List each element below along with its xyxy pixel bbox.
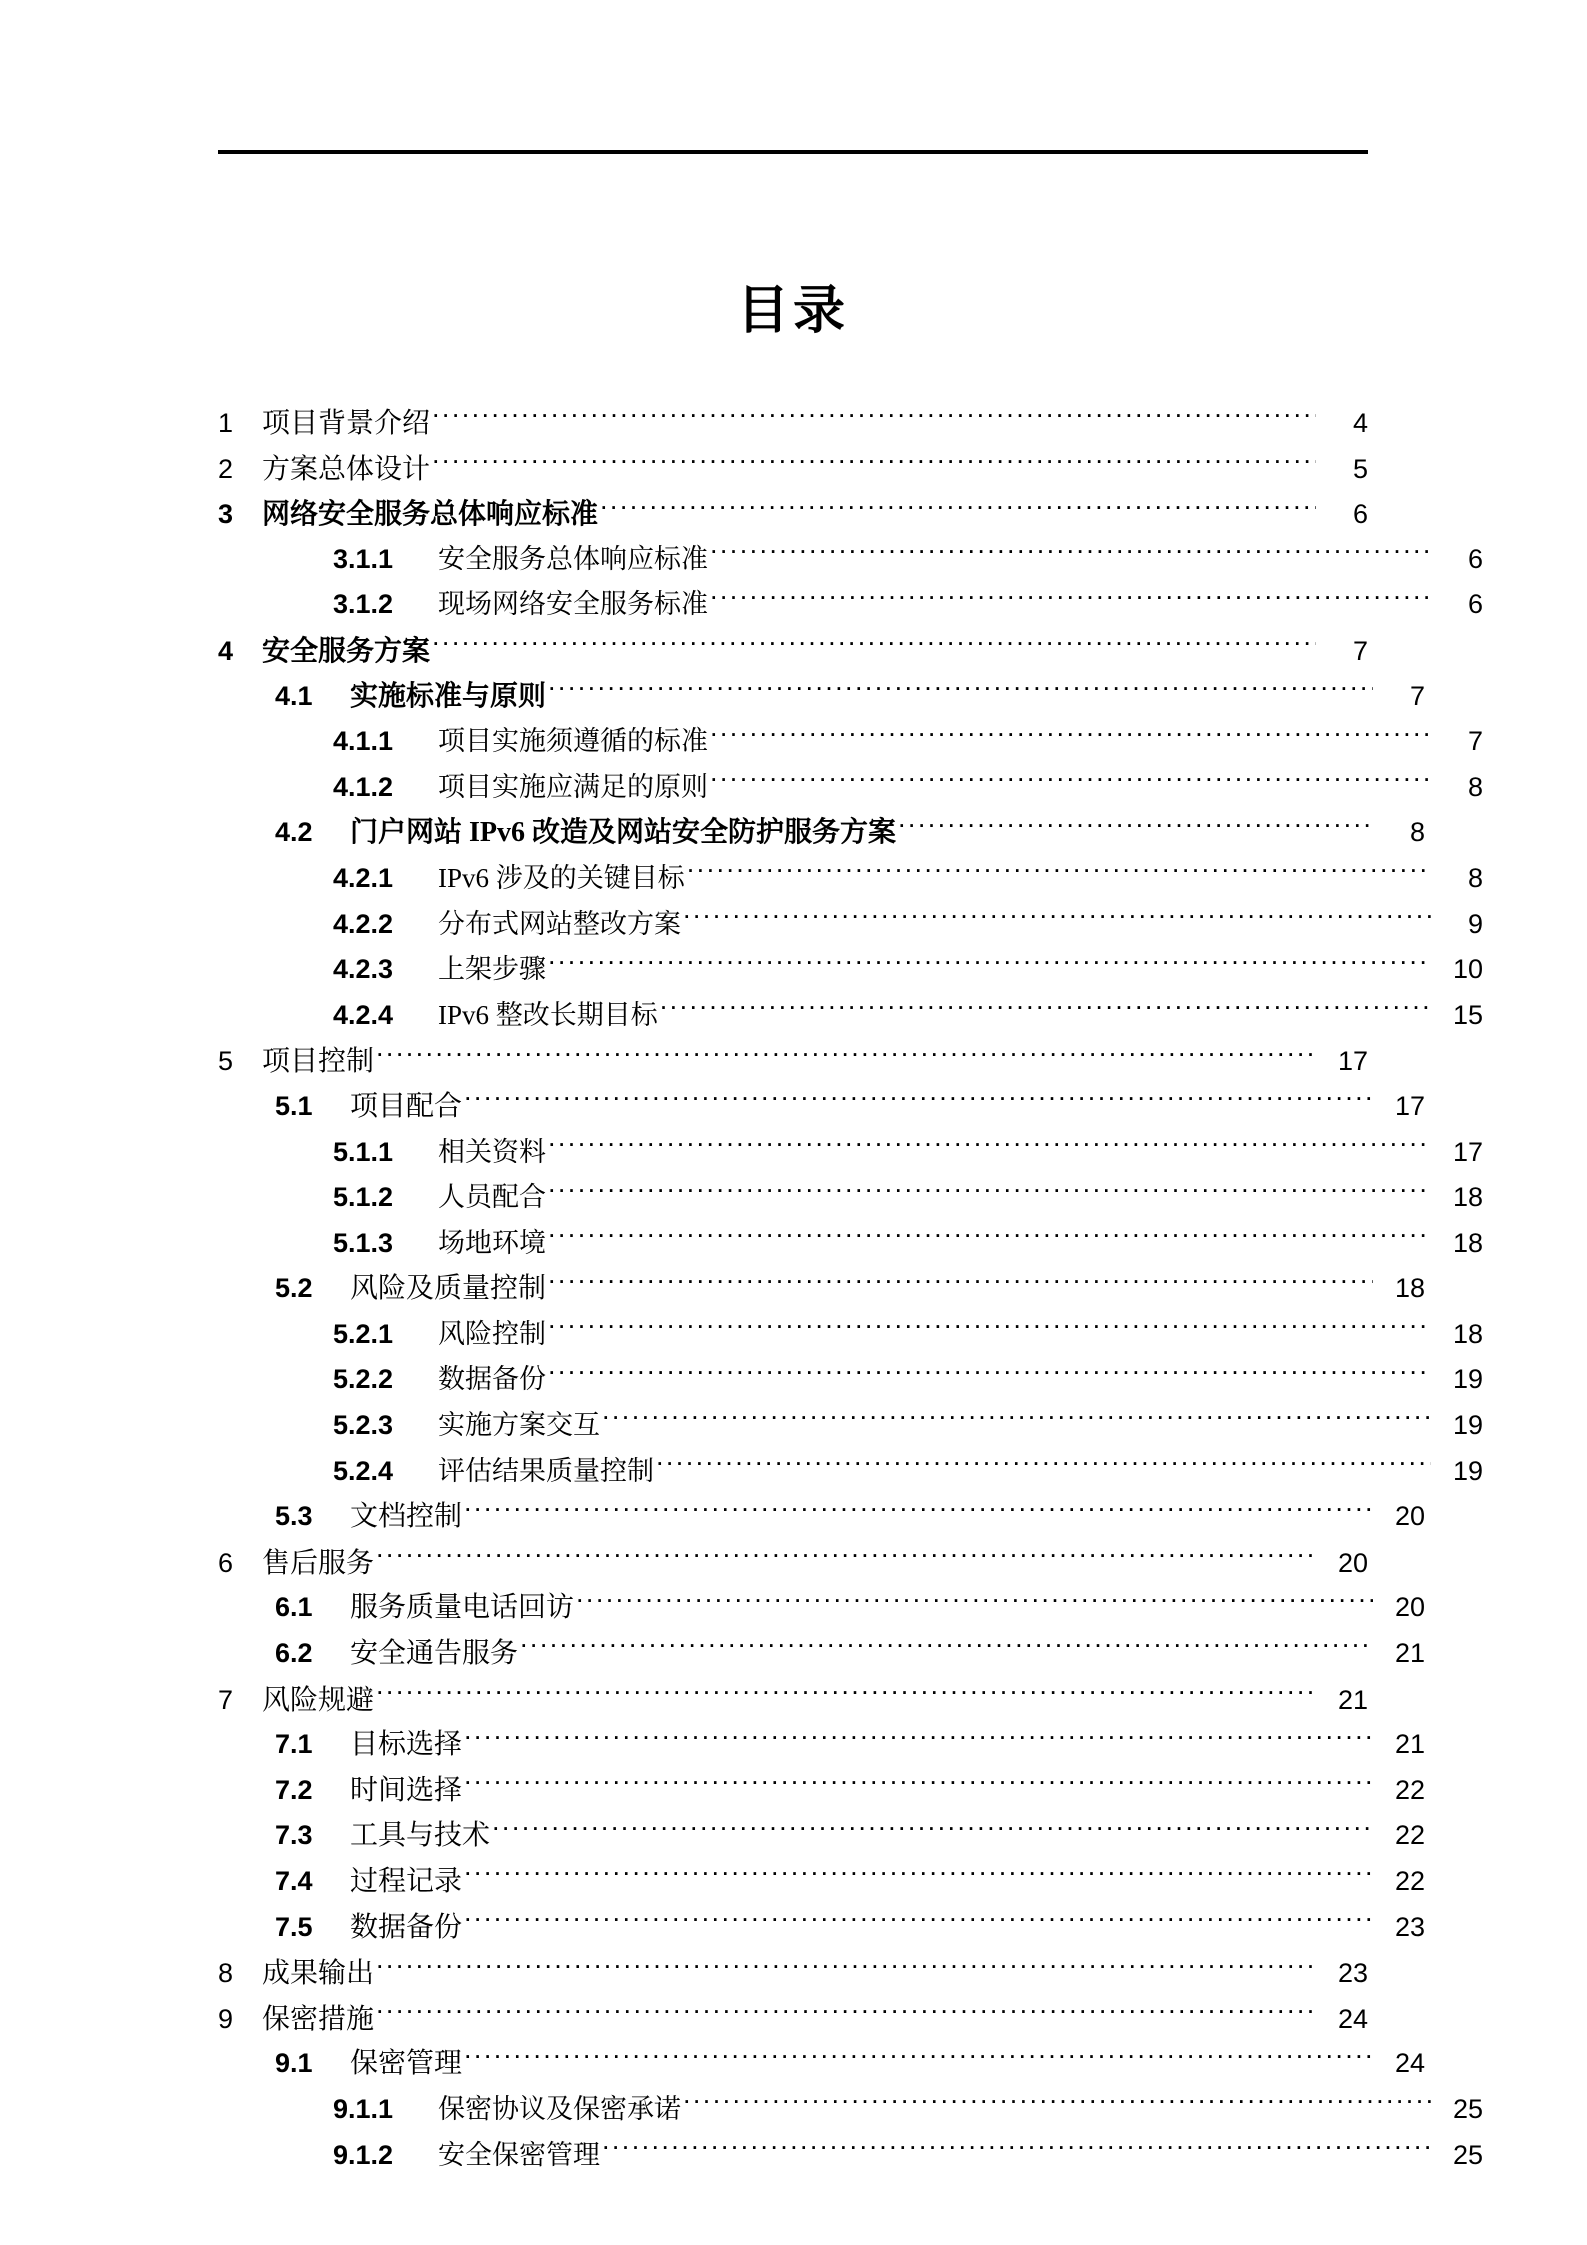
toc-entry[interactable] xyxy=(218,628,1368,674)
toc-entry-number: 5.2.3 xyxy=(333,1410,394,1441)
toc-dot-leader xyxy=(548,1134,1431,1161)
toc-entry-number: 7.3 xyxy=(275,1820,313,1851)
toc-entry[interactable] xyxy=(218,2041,1425,2087)
toc-entry-number: 1 xyxy=(218,408,234,438)
toc-entry[interactable] xyxy=(218,993,1483,1039)
toc-entry[interactable] xyxy=(218,400,1368,446)
toc-dot-leader xyxy=(710,541,1431,568)
toc-entry[interactable] xyxy=(218,491,1368,537)
toc-entry-page-number: 19 xyxy=(1452,1410,1483,1441)
toc-entry-page-number: 23 xyxy=(1394,1911,1425,1942)
toc-dot-leader xyxy=(548,678,1373,705)
toc-entry-page-number: 22 xyxy=(1394,1774,1425,1805)
toc-entry-page-number: 7 xyxy=(1352,635,1368,666)
toc-dot-leader xyxy=(683,2091,1431,2118)
toc-entry[interactable] xyxy=(218,1403,1483,1449)
toc-entry[interactable] xyxy=(218,856,1483,902)
toc-dot-leader xyxy=(520,1635,1373,1662)
toc-entry-label: 安全保密管理 xyxy=(438,2139,600,2170)
toc-entry-label: 评估结果质量控制 xyxy=(438,1455,654,1486)
toc-dot-leader xyxy=(464,1088,1373,1115)
toc-entry-number: 8 xyxy=(218,1958,234,1989)
toc-entry-number: 6.2 xyxy=(275,1638,313,1669)
toc-entry[interactable] xyxy=(218,446,1368,492)
toc-entry[interactable] xyxy=(218,1175,1483,1221)
toc-entry[interactable] xyxy=(218,2133,1483,2179)
toc-entry-page-number: 20 xyxy=(1394,1592,1425,1623)
toc-dot-leader xyxy=(710,586,1431,613)
toc-entry-page-number: 4 xyxy=(1352,408,1368,438)
toc-entry-page-number: 18 xyxy=(1452,1318,1483,1349)
toc-entry-page-number: 18 xyxy=(1394,1273,1425,1304)
toc-entry-number: 5.1.3 xyxy=(333,1227,394,1258)
toc-entry-label: 上架步骤 xyxy=(438,954,546,985)
toc-entry-page-number: 19 xyxy=(1452,1455,1483,1486)
toc-entry-label: 门户网站 IPv6 改造及网站安全防护服务方案 xyxy=(350,817,897,849)
toc-entry[interactable] xyxy=(218,1221,1483,1267)
toc-dot-leader xyxy=(898,814,1373,841)
toc-entry-number: 3.1.2 xyxy=(333,589,394,620)
toc-dot-leader xyxy=(464,1726,1373,1753)
toc-dot-leader xyxy=(576,1589,1373,1616)
toc-entry[interactable] xyxy=(218,1722,1425,1768)
toc-entry[interactable] xyxy=(218,1266,1425,1312)
toc-dot-leader xyxy=(376,1043,1316,1070)
toc-entry-page-number: 22 xyxy=(1394,1820,1425,1851)
toc-dot-leader xyxy=(548,951,1431,978)
toc-dot-leader xyxy=(464,1498,1373,1525)
toc-dot-leader xyxy=(710,723,1431,750)
toc-entry[interactable] xyxy=(218,1130,1483,1176)
toc-dot-leader xyxy=(602,2137,1431,2164)
toc-dot-leader xyxy=(656,1453,1431,1480)
toc-entry-label: 项目实施应满足的原则 xyxy=(438,771,708,802)
toc-entry-number: 7.5 xyxy=(275,1911,313,1942)
toc-entry-label: 保密管理 xyxy=(350,2048,463,2080)
toc-entry[interactable] xyxy=(218,1950,1368,1996)
toc-entry-label: 分布式网站整改方案 xyxy=(438,908,681,939)
toc-entry-label: 风险及质量控制 xyxy=(350,1273,547,1305)
toc-entry-number: 7.2 xyxy=(275,1774,313,1805)
toc-entry-page-number: 6 xyxy=(1467,589,1483,620)
toc-entry[interactable] xyxy=(218,719,1483,765)
toc-entry-label: 网络安全服务总体响应标准 xyxy=(262,497,599,531)
toc-entry-number: 3 xyxy=(218,499,234,530)
toc-dot-leader xyxy=(376,1955,1316,1982)
toc-entry-label: 服务质量电话回访 xyxy=(350,1592,575,1624)
toc-entry-number: 9 xyxy=(218,2003,234,2034)
toc-entry-number: 5.1.1 xyxy=(333,1136,394,1167)
toc-entry-number: 7 xyxy=(218,1684,234,1715)
toc-entry-number: 5.3 xyxy=(275,1501,313,1532)
toc-entry-page-number: 20 xyxy=(1337,1547,1368,1578)
toc-dot-leader xyxy=(683,906,1431,933)
toc-entry-page-number: 7 xyxy=(1409,680,1425,711)
header-rule-divider xyxy=(218,150,1368,154)
toc-entry-page-number: 17 xyxy=(1394,1090,1425,1121)
toc-dot-leader xyxy=(464,2045,1373,2072)
toc-entry-page-number: 24 xyxy=(1394,2048,1425,2079)
toc-entry-label: 安全通告服务 xyxy=(350,1638,519,1670)
toc-entry[interactable] xyxy=(218,1905,1425,1951)
toc-entry-number: 5.1.2 xyxy=(333,1182,394,1213)
toc-entry-number: 3.1.1 xyxy=(333,543,394,574)
toc-entry[interactable] xyxy=(218,810,1425,856)
toc-entry[interactable] xyxy=(218,537,1483,583)
toc-entry-page-number: 8 xyxy=(1409,817,1425,848)
toc-entry-number: 5.2.2 xyxy=(333,1364,394,1395)
toc-entry-number: 4.1 xyxy=(275,680,313,711)
toc-entry-number: 9.1.1 xyxy=(333,2093,394,2124)
toc-entry-label: 目标选择 xyxy=(350,1729,463,1761)
toc-entry-label: IPv6 整改长期目标 xyxy=(438,999,658,1030)
toc-entry-number: 4.1.1 xyxy=(333,726,394,757)
toc-dot-leader xyxy=(376,2001,1316,2028)
toc-entry-page-number: 8 xyxy=(1467,771,1483,802)
toc-entry-label: 项目配合 xyxy=(350,1090,463,1122)
toc-entry-page-number: 10 xyxy=(1452,954,1483,985)
toc-dot-leader xyxy=(376,1545,1316,1572)
toc-entry-page-number: 21 xyxy=(1394,1638,1425,1669)
toc-entry-label: 安全服务总体响应标准 xyxy=(438,543,708,574)
toc-entry[interactable] xyxy=(218,765,1483,811)
toc-entry-number: 5.2 xyxy=(275,1273,313,1304)
toc-dot-leader xyxy=(432,405,1316,432)
toc-entry-label: 项目实施须遵循的标准 xyxy=(438,726,708,757)
toc-entry-page-number: 19 xyxy=(1452,1364,1483,1395)
page-title: 目录 xyxy=(736,281,849,341)
toc-entry-page-number: 8 xyxy=(1467,862,1483,893)
toc-entry-label: 保密协议及保密承诺 xyxy=(438,2093,681,2124)
toc-entry[interactable] xyxy=(218,674,1425,720)
toc-dot-leader xyxy=(600,496,1316,523)
toc-entry-label: 安全服务方案 xyxy=(262,633,431,667)
toc-entry-label: IPv6 涉及的关键目标 xyxy=(438,862,685,893)
toc-entry-page-number: 21 xyxy=(1337,1684,1368,1715)
toc-entry-label: 项目控制 xyxy=(262,1044,375,1078)
toc-entry-page-number: 9 xyxy=(1467,908,1483,939)
toc-entry-label: 实施标准与原则 xyxy=(350,680,547,712)
toc-entry-page-number: 6 xyxy=(1467,543,1483,574)
toc-entry-number: 5.2.1 xyxy=(333,1318,394,1349)
toc-entry-number: 4.2.3 xyxy=(333,954,394,985)
toc-entry-number: 5.1 xyxy=(275,1090,313,1121)
toc-entry-number: 2 xyxy=(218,453,234,484)
toc-entry[interactable] xyxy=(218,1996,1368,2042)
toc-dot-leader xyxy=(464,1772,1373,1799)
toc-entry-page-number: 18 xyxy=(1452,1182,1483,1213)
toc-entry-number: 6.1 xyxy=(275,1592,313,1623)
toc-dot-leader xyxy=(548,1316,1431,1343)
toc-entry-label: 场地环境 xyxy=(438,1227,546,1258)
toc-entry-number: 4 xyxy=(218,635,234,666)
toc-entry-label: 数据备份 xyxy=(350,1911,463,1943)
toc-entry-page-number: 25 xyxy=(1452,2093,1483,2124)
toc-entry[interactable] xyxy=(218,1768,1425,1814)
toc-entry-page-number: 17 xyxy=(1452,1136,1483,1167)
toc-entry-number: 4.2 xyxy=(275,817,313,848)
toc-entry-number: 9.1.2 xyxy=(333,2139,394,2170)
toc-entry[interactable] xyxy=(218,1449,1483,1495)
toc-dot-leader xyxy=(548,1179,1431,1206)
toc-entry-label: 风险控制 xyxy=(438,1318,546,1349)
toc-entry-number: 4.2.1 xyxy=(333,862,394,893)
toc-entry-page-number: 22 xyxy=(1394,1866,1425,1896)
toc-entry[interactable] xyxy=(218,1631,1425,1677)
toc-entry-number: 7.4 xyxy=(275,1866,313,1896)
toc-dot-leader xyxy=(492,1817,1373,1844)
toc-entry[interactable] xyxy=(218,1312,1483,1358)
toc-entry-number: 9.1 xyxy=(275,2048,313,2079)
toc-entry[interactable] xyxy=(218,1084,1425,1130)
toc-entry-number: 4.2.2 xyxy=(333,908,394,939)
toc-entry[interactable] xyxy=(218,1813,1425,1859)
toc-dot-leader xyxy=(602,1407,1431,1434)
toc-dot-leader xyxy=(432,633,1316,660)
toc-entry-number: 6 xyxy=(218,1547,234,1578)
toc-entry-label: 项目背景介绍 xyxy=(262,406,431,439)
toc-dot-leader xyxy=(464,1863,1373,1890)
toc-entry[interactable] xyxy=(218,1585,1425,1631)
toc-entry[interactable] xyxy=(218,1494,1425,1540)
toc-entry-label: 成果输出 xyxy=(262,1956,375,1990)
page-header xyxy=(218,150,1368,170)
toc-entry[interactable] xyxy=(218,1677,1368,1723)
toc-entry-label: 方案总体设计 xyxy=(262,451,431,485)
toc-entry-page-number: 5 xyxy=(1352,453,1368,484)
toc-entry-page-number: 23 xyxy=(1337,1958,1368,1989)
toc-entry-label: 人员配合 xyxy=(438,1182,546,1213)
toc-entry-number: 4.2.4 xyxy=(333,999,394,1030)
toc-entry[interactable] xyxy=(218,1357,1483,1403)
toc-entry[interactable] xyxy=(218,1540,1368,1586)
toc-entry-label: 文档控制 xyxy=(350,1501,463,1533)
toc-entry-page-number: 17 xyxy=(1337,1046,1368,1077)
toc-entry-label: 工具与技术 xyxy=(350,1820,491,1852)
toc-entry-label: 相关资料 xyxy=(438,1136,546,1167)
toc-entry[interactable] xyxy=(218,2087,1483,2133)
toc-entry-page-number: 21 xyxy=(1394,1729,1425,1760)
toc-dot-leader xyxy=(432,451,1316,478)
toc-entry-page-number: 24 xyxy=(1337,2003,1368,2034)
toc-entry-label: 售后服务 xyxy=(262,1545,375,1579)
toc-dot-leader xyxy=(687,860,1431,887)
toc-entry-page-number: 7 xyxy=(1467,726,1483,757)
toc-entry-page-number: 6 xyxy=(1352,499,1368,530)
toc-entry-label: 时间选择 xyxy=(350,1774,463,1806)
toc-entry-page-number: 18 xyxy=(1452,1227,1483,1258)
toc-entry-number: 5.2.4 xyxy=(333,1455,394,1486)
toc-entry-page-number: 20 xyxy=(1394,1501,1425,1532)
toc-entry-label: 保密措施 xyxy=(262,2001,375,2035)
toc-dot-leader xyxy=(660,997,1431,1024)
toc-dot-leader xyxy=(710,769,1431,796)
toc-entry-page-number: 25 xyxy=(1452,2139,1483,2170)
toc-entry-number: 4.1.2 xyxy=(333,771,394,802)
toc-dot-leader xyxy=(548,1225,1431,1252)
toc-dot-leader xyxy=(548,1361,1431,1388)
toc-entry[interactable] xyxy=(218,1859,1425,1905)
toc-entry-label: 数据备份 xyxy=(438,1364,546,1395)
toc-entry-label: 过程记录 xyxy=(350,1866,463,1897)
toc-entry-page-number: 15 xyxy=(1452,999,1483,1030)
toc-entry-number: 7.1 xyxy=(275,1729,313,1760)
toc-dot-leader xyxy=(548,1270,1373,1297)
table-of-contents xyxy=(218,400,1483,2178)
toc-entry[interactable] xyxy=(218,1038,1368,1084)
toc-entry-label: 风险规避 xyxy=(262,1682,375,1716)
toc-entry[interactable] xyxy=(218,582,1483,628)
toc-entry-label: 实施方案交互 xyxy=(438,1410,600,1441)
toc-dot-leader xyxy=(464,1909,1373,1936)
toc-entry-label: 现场网络安全服务标准 xyxy=(438,589,708,620)
toc-entry[interactable] xyxy=(218,902,1483,948)
toc-dot-leader xyxy=(376,1682,1316,1709)
toc-entry-number: 5 xyxy=(218,1046,234,1077)
toc-entry[interactable] xyxy=(218,947,1483,993)
